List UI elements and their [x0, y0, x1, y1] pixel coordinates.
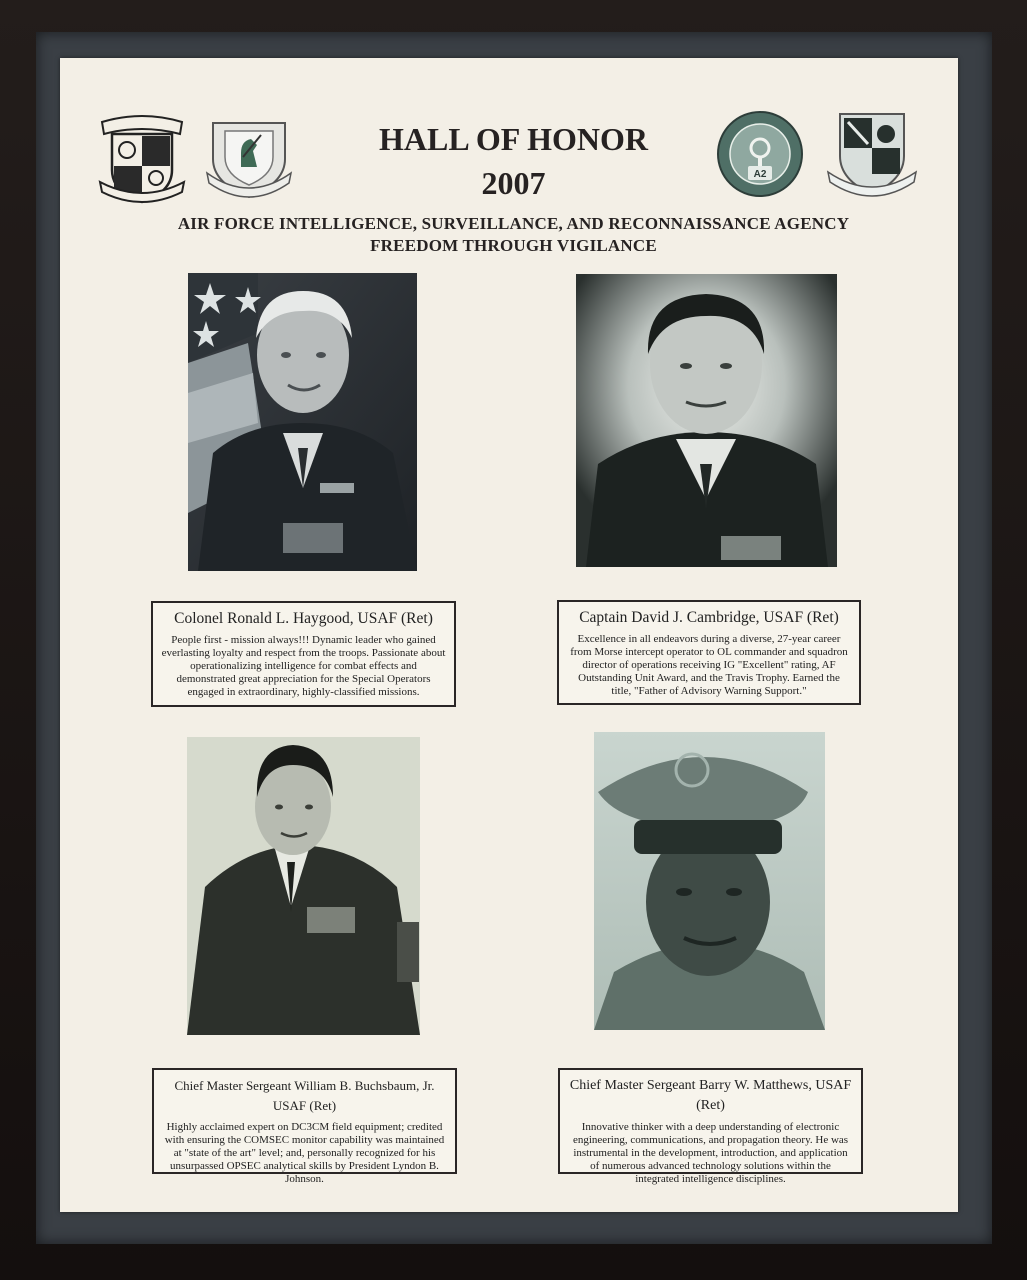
honoree-bio: Innovative thinker with a deep understanding of electronic engineering, communications, and propagation theory. He was instrumental in the development, introduction, and application of numerous advanced technology solutions within the integrated intelligence disciplines. — [572, 1121, 849, 1185]
portrait-photo-cambridge — [576, 274, 837, 567]
honoree-bio: Highly acclaimed expert on DC3CM field equipment; credited with ensuring the COMSEC monitor capability was maintained at "state of the art" level; and, personally recognized for his unsurpassed OPSEC analytical skills by President Lyndon B. Johnson. — [164, 1121, 445, 1185]
portrait-photo-haygood — [188, 273, 417, 571]
plaque-title: HALL OF HONOR — [378, 121, 649, 157]
honoree-name: Captain David J. Cambridge, USAF (Ret) — [579, 609, 839, 626]
honoree-caption-buchsbaum — [152, 1068, 457, 1185]
svg-text:A2: A2 — [753, 169, 767, 180]
honoree-name: Colonel Ronald L. Haygood, USAF (Ret) — [174, 610, 433, 627]
honoree-caption-matthews — [558, 1068, 863, 1185]
portrait-photo-buchsbaum — [187, 737, 420, 1035]
honoree-name: Chief Master Sergeant Barry W. Matthews, USAF (Ret) — [569, 1078, 852, 1113]
honoree-name: Chief Master Sergeant William B. Buchsbaum, Jr. USAF (Ret) — [174, 1078, 435, 1113]
honoree-bio: Excellence in all endeavors during a diverse, 27-year career from Morse intercept operator to OL commander and squadron director of operations receiving IG "Excellent" rating, AF Outstanding Unit Award, and the Travis Trophy. Earned the title, "Father of Advisory Warning Support." — [570, 633, 848, 697]
honoree-bio: People first - mission always!!! Dynamic leader who gained everlasting loyalty and respect from the troops. Passionate about operationalizing intelligence for combat effects and demonstrated great appreciation for the Special Operators engaged in extraordinary, highly-classified missions. — [161, 634, 446, 698]
plaque-year: 2007 — [481, 165, 546, 201]
portrait-photo-matthews — [594, 732, 825, 1030]
honoree-caption-cambridge — [557, 600, 861, 705]
agency-motto: FREEDOM THROUGH VIGILANCE — [370, 236, 657, 255]
honoree-caption-haygood — [151, 601, 456, 707]
agency-name: AIR FORCE INTELLIGENCE, SURVEILLANCE, AND RECONNAISSANCE AGENCY — [177, 214, 850, 233]
